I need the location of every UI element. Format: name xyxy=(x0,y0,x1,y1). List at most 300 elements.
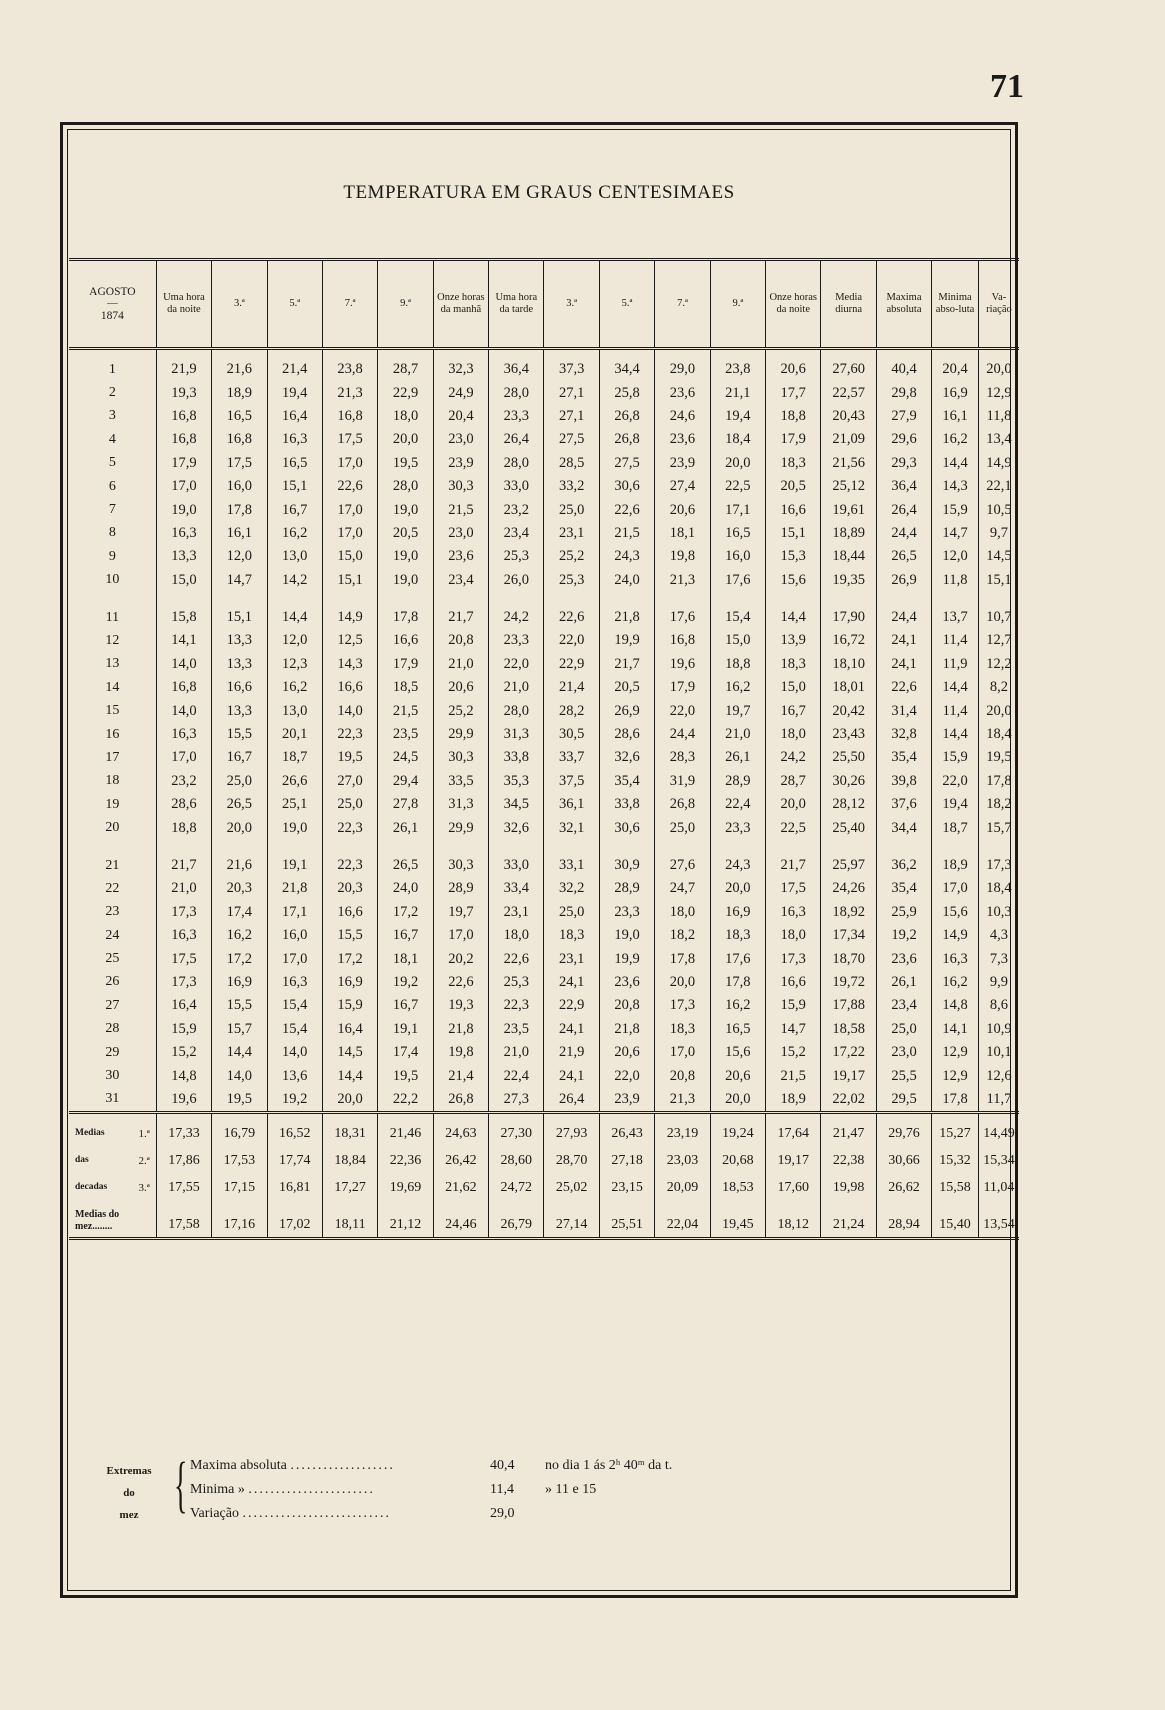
value-cell: 16,3 xyxy=(156,522,211,545)
value-cell: 10,9 xyxy=(978,1018,1019,1041)
value-cell: 18,7 xyxy=(932,816,979,839)
value-cell: 19,5 xyxy=(212,1088,267,1113)
header-cell: 7.ª xyxy=(322,260,377,349)
table-frame xyxy=(60,122,1018,1598)
extreme-dots: ........................... xyxy=(242,1506,391,1521)
value-cell: 19,0 xyxy=(378,569,433,592)
value-cell: 19,0 xyxy=(599,924,654,947)
value-cell: 4,3 xyxy=(978,924,1019,947)
gap-cell xyxy=(655,592,710,606)
value-cell: 17,0 xyxy=(267,947,322,970)
sep-cell xyxy=(876,1113,931,1121)
gap-cell xyxy=(212,592,267,606)
value-cell: 29,4 xyxy=(378,770,433,793)
value-cell: 29,3 xyxy=(876,452,931,475)
value-cell: 18,44 xyxy=(821,545,876,568)
value-cell: 21,6 xyxy=(212,854,267,877)
value-cell: 28,2 xyxy=(544,699,599,722)
table-row xyxy=(69,770,1019,793)
value-cell: 23,4 xyxy=(433,569,488,592)
value-cell: 18,9 xyxy=(212,381,267,404)
value-cell: 13,3 xyxy=(212,653,267,676)
value-cell: 21,0 xyxy=(156,877,211,900)
value-cell: 22,5 xyxy=(710,475,765,498)
value-cell: 10,5 xyxy=(978,498,1019,521)
value-cell: 30,9 xyxy=(599,854,654,877)
value-cell: 24,2 xyxy=(489,606,544,629)
value-cell: 14,0 xyxy=(156,699,211,722)
value-cell: 13,7 xyxy=(932,606,979,629)
day-cell: 14 xyxy=(105,679,120,695)
value-cell: 26,8 xyxy=(655,793,710,816)
value-cell: 8,2 xyxy=(978,676,1019,699)
value-cell: 20,5 xyxy=(766,475,821,498)
value-cell: 37,3 xyxy=(544,349,599,382)
gap-cell xyxy=(932,592,979,606)
value-cell: 19,17 xyxy=(766,1147,821,1174)
value-cell: 21,3 xyxy=(322,381,377,404)
value-cell: 29,76 xyxy=(876,1120,931,1147)
value-cell: 25,0 xyxy=(212,770,267,793)
value-cell: 29,9 xyxy=(433,723,488,746)
value-cell: 21,6 xyxy=(212,349,267,382)
gap-cell xyxy=(267,840,322,854)
day-cell: 6 xyxy=(108,478,116,494)
value-cell: 24,4 xyxy=(655,723,710,746)
value-cell: 16,0 xyxy=(267,924,322,947)
value-cell: 17,3 xyxy=(156,901,211,924)
value-cell: 23,19 xyxy=(655,1120,710,1147)
value-cell: 22,1 xyxy=(978,475,1019,498)
value-cell: 26,62 xyxy=(876,1174,931,1201)
sep-cell xyxy=(378,1239,433,1241)
value-cell: 24,6 xyxy=(655,405,710,428)
value-cell: 22,38 xyxy=(821,1147,876,1174)
day-cell: 31 xyxy=(105,1091,120,1107)
value-cell: 22,6 xyxy=(489,947,544,970)
value-cell: 17,3 xyxy=(156,971,211,994)
value-cell: 17,1 xyxy=(267,901,322,924)
value-cell: 21,4 xyxy=(433,1064,488,1087)
page-number: 71 xyxy=(990,68,1024,105)
value-cell: 20,43 xyxy=(821,405,876,428)
value-cell: 19,24 xyxy=(710,1120,765,1147)
value-cell: 25,3 xyxy=(489,971,544,994)
value-cell: 27,9 xyxy=(876,405,931,428)
day-cell: 15 xyxy=(105,703,120,719)
value-cell: 23,6 xyxy=(433,545,488,568)
value-cell: 21,56 xyxy=(821,452,876,475)
value-cell: 22,9 xyxy=(378,381,433,404)
value-cell: 16,2 xyxy=(932,428,979,451)
value-cell: 20,68 xyxy=(710,1147,765,1174)
day-cell: 1 xyxy=(108,361,116,377)
value-cell: 16,9 xyxy=(322,971,377,994)
table-row xyxy=(69,1064,1019,1087)
sep-cell xyxy=(433,1113,488,1121)
value-cell: 19,9 xyxy=(599,947,654,970)
decade-mean-label xyxy=(69,1174,156,1201)
value-cell: 18,8 xyxy=(710,653,765,676)
value-cell: 17,0 xyxy=(322,522,377,545)
value-cell: 16,8 xyxy=(156,405,211,428)
value-cell: 20,8 xyxy=(433,629,488,652)
value-cell: 19,35 xyxy=(821,569,876,592)
value-cell: 24,1 xyxy=(876,629,931,652)
value-cell: 18,84 xyxy=(322,1147,377,1174)
header-cell: Uma hora da tarde xyxy=(489,260,544,349)
value-cell: 23,0 xyxy=(433,428,488,451)
value-cell: 19,69 xyxy=(378,1174,433,1201)
table-row xyxy=(69,947,1019,970)
value-cell: 33,7 xyxy=(544,746,599,769)
gap-cell xyxy=(710,592,765,606)
sep-cell xyxy=(156,1113,211,1121)
value-cell: 16,9 xyxy=(932,381,979,404)
table-row xyxy=(69,924,1019,947)
value-cell: 16,1 xyxy=(212,522,267,545)
value-cell: 15,9 xyxy=(766,994,821,1017)
value-cell: 18,8 xyxy=(156,816,211,839)
value-cell: 21,0 xyxy=(489,676,544,699)
value-cell: 16,8 xyxy=(156,676,211,699)
value-cell: 16,7 xyxy=(378,924,433,947)
value-cell: 21,1 xyxy=(710,381,765,404)
value-cell: 17,60 xyxy=(766,1174,821,1201)
value-cell: 17,0 xyxy=(156,746,211,769)
value-cell: 35,3 xyxy=(489,770,544,793)
value-cell: 17,8 xyxy=(978,770,1019,793)
decade-mean-label-text: das xyxy=(75,1154,89,1165)
value-cell: 15,4 xyxy=(267,994,322,1017)
value-cell: 16,1 xyxy=(932,405,979,428)
value-cell: 18,9 xyxy=(766,1088,821,1113)
value-cell: 21,7 xyxy=(433,606,488,629)
table-row xyxy=(69,381,1019,404)
value-cell: 26,8 xyxy=(599,405,654,428)
value-cell: 37,5 xyxy=(544,770,599,793)
sep-cell xyxy=(489,1113,544,1121)
value-cell: 30,26 xyxy=(821,770,876,793)
value-cell: 16,7 xyxy=(212,746,267,769)
value-cell: 22,6 xyxy=(599,498,654,521)
value-cell: 33,5 xyxy=(433,770,488,793)
day-cell: 16 xyxy=(105,726,120,742)
sep-cell xyxy=(599,1113,654,1121)
value-cell: 17,6 xyxy=(710,947,765,970)
value-cell: 19,0 xyxy=(378,498,433,521)
day-cell: 20 xyxy=(105,820,120,836)
value-cell: 17,0 xyxy=(433,924,488,947)
table-row xyxy=(69,901,1019,924)
value-cell: 33,4 xyxy=(489,877,544,900)
value-cell: 28,9 xyxy=(710,770,765,793)
value-cell: 15,1 xyxy=(267,475,322,498)
gap-cell xyxy=(433,592,488,606)
value-cell: 11,8 xyxy=(978,405,1019,428)
day-cell: 4 xyxy=(108,431,116,447)
value-cell: 33,2 xyxy=(544,475,599,498)
value-cell: 14,3 xyxy=(322,653,377,676)
value-cell: 15,6 xyxy=(932,901,979,924)
value-cell: 28,0 xyxy=(489,452,544,475)
value-cell: 23,0 xyxy=(876,1041,931,1064)
value-cell: 16,8 xyxy=(655,629,710,652)
header-cell: Va-riação xyxy=(978,260,1019,349)
value-cell: 22,6 xyxy=(544,606,599,629)
header-month: AGOSTO xyxy=(89,286,136,298)
extremes-brace: { xyxy=(174,1451,188,1519)
value-cell: 19,0 xyxy=(156,498,211,521)
value-cell: 32,1 xyxy=(544,816,599,839)
day-cell: 12 xyxy=(105,632,120,648)
value-cell: 15,1 xyxy=(766,522,821,545)
value-cell: 19,4 xyxy=(932,793,979,816)
sep-cell xyxy=(599,1239,654,1241)
value-cell: 21,0 xyxy=(710,723,765,746)
sep-cell xyxy=(489,1239,544,1241)
value-cell: 20,0 xyxy=(322,1088,377,1113)
value-cell: 10,7 xyxy=(978,606,1019,629)
value-cell: 18,10 xyxy=(821,653,876,676)
value-cell: 11,4 xyxy=(932,629,979,652)
value-cell: 21,5 xyxy=(378,699,433,722)
bottom-separator xyxy=(69,1239,1019,1241)
value-cell: 21,24 xyxy=(821,1201,876,1239)
value-cell: 31,3 xyxy=(433,793,488,816)
value-cell: 16,6 xyxy=(322,676,377,699)
value-cell: 21,0 xyxy=(433,653,488,676)
value-cell: 16,2 xyxy=(932,971,979,994)
value-cell: 16,8 xyxy=(156,428,211,451)
value-cell: 22,6 xyxy=(322,475,377,498)
gap-cell xyxy=(433,840,488,854)
value-cell: 32,2 xyxy=(544,877,599,900)
value-cell: 24,3 xyxy=(599,545,654,568)
value-cell: 15,34 xyxy=(978,1147,1019,1174)
value-cell: 24,0 xyxy=(378,877,433,900)
value-cell: 22,3 xyxy=(322,723,377,746)
table-row xyxy=(69,676,1019,699)
table-row xyxy=(69,699,1019,722)
day-cell: 3 xyxy=(108,408,116,424)
value-cell: 16,3 xyxy=(766,901,821,924)
value-cell: 30,3 xyxy=(433,746,488,769)
sep-cell xyxy=(710,1113,765,1121)
value-cell: 14,1 xyxy=(932,1018,979,1041)
header-dash: — xyxy=(107,298,118,309)
day-cell: 28 xyxy=(105,1021,120,1037)
value-cell: 32,3 xyxy=(433,349,488,382)
table-row xyxy=(69,1088,1019,1113)
value-cell: 20,0 xyxy=(212,816,267,839)
gap-cell xyxy=(766,840,821,854)
value-cell: 23,15 xyxy=(599,1174,654,1201)
value-cell: 12,0 xyxy=(932,545,979,568)
value-cell: 25,0 xyxy=(544,498,599,521)
value-cell: 18,8 xyxy=(766,405,821,428)
value-cell: 22,9 xyxy=(544,653,599,676)
value-cell: 19,0 xyxy=(267,816,322,839)
value-cell: 17,9 xyxy=(766,428,821,451)
value-cell: 14,0 xyxy=(267,1041,322,1064)
table-row xyxy=(69,1018,1019,1041)
gap-cell xyxy=(821,592,876,606)
value-cell: 18,11 xyxy=(322,1201,377,1239)
value-cell: 20,2 xyxy=(433,947,488,970)
value-cell: 17,4 xyxy=(212,901,267,924)
value-cell: 17,9 xyxy=(655,676,710,699)
day-cell: 11 xyxy=(105,609,120,625)
value-cell: 28,60 xyxy=(489,1147,544,1174)
value-cell: 28,0 xyxy=(378,475,433,498)
value-cell: 14,4 xyxy=(766,606,821,629)
gap-cell xyxy=(599,592,654,606)
value-cell: 21,3 xyxy=(655,569,710,592)
value-cell: 17,7 xyxy=(766,381,821,404)
day-cell: 10 xyxy=(105,572,120,588)
value-cell: 25,51 xyxy=(599,1201,654,1239)
value-cell: 16,7 xyxy=(267,498,322,521)
value-cell: 12,2 xyxy=(978,653,1019,676)
value-cell: 14,8 xyxy=(156,1064,211,1087)
value-cell: 24,63 xyxy=(433,1120,488,1147)
value-cell: 14,3 xyxy=(932,475,979,498)
gap-cell xyxy=(599,840,654,854)
value-cell: 20,3 xyxy=(322,877,377,900)
table-row xyxy=(69,498,1019,521)
value-cell: 23,0 xyxy=(433,522,488,545)
value-cell: 15,1 xyxy=(978,569,1019,592)
value-cell: 19,5 xyxy=(378,452,433,475)
value-cell: 25,3 xyxy=(544,569,599,592)
value-cell: 32,6 xyxy=(599,746,654,769)
value-cell: 27,14 xyxy=(544,1201,599,1239)
value-cell: 15,1 xyxy=(322,569,377,592)
value-cell: 16,72 xyxy=(821,629,876,652)
value-cell: 12,3 xyxy=(267,653,322,676)
value-cell: 26,6 xyxy=(267,770,322,793)
month-mean-row xyxy=(69,1201,1019,1239)
value-cell: 24,7 xyxy=(655,877,710,900)
extreme-value: 29,0 xyxy=(490,1506,515,1521)
value-cell: 21,12 xyxy=(378,1201,433,1239)
value-cell: 15,2 xyxy=(766,1041,821,1064)
value-cell: 28,0 xyxy=(489,699,544,722)
value-cell: 16,6 xyxy=(212,676,267,699)
table-row xyxy=(69,746,1019,769)
table-row xyxy=(69,629,1019,652)
value-cell: 23,2 xyxy=(156,770,211,793)
value-cell: 20,6 xyxy=(710,1064,765,1087)
sep-cell xyxy=(655,1239,710,1241)
day-cell: 29 xyxy=(105,1044,120,1060)
value-cell: 17,34 xyxy=(821,924,876,947)
gap-cell xyxy=(978,592,1019,606)
value-cell: 16,52 xyxy=(267,1120,322,1147)
sep-cell xyxy=(322,1113,377,1121)
value-cell: 23,4 xyxy=(876,994,931,1017)
value-cell: 24,2 xyxy=(766,746,821,769)
value-cell: 20,3 xyxy=(212,877,267,900)
value-cell: 19,8 xyxy=(433,1041,488,1064)
value-cell: 20,0 xyxy=(978,699,1019,722)
value-cell: 22,2 xyxy=(378,1088,433,1113)
value-cell: 27,30 xyxy=(489,1120,544,1147)
header-cell: Minima abso-luta xyxy=(932,260,979,349)
table-row xyxy=(69,606,1019,629)
value-cell: 15,0 xyxy=(156,569,211,592)
value-cell: 14,1 xyxy=(156,629,211,652)
value-cell: 17,90 xyxy=(821,606,876,629)
header-cell: 5.ª xyxy=(267,260,322,349)
decade-gap xyxy=(69,592,1019,606)
value-cell: 13,54 xyxy=(978,1201,1019,1239)
gap-cell xyxy=(710,840,765,854)
header-cell: 5.ª xyxy=(599,260,654,349)
gap-cell xyxy=(156,592,211,606)
value-cell: 27,6 xyxy=(655,854,710,877)
day-cell: 21 xyxy=(105,857,120,873)
value-cell: 17,9 xyxy=(378,653,433,676)
extreme-note: no dia 1 ás 2ʰ 40ᵐ da t. xyxy=(545,1458,673,1473)
gap-cell xyxy=(267,592,322,606)
value-cell: 25,8 xyxy=(599,381,654,404)
table-frame-inner xyxy=(67,129,1015,1591)
value-cell: 11,4 xyxy=(932,699,979,722)
value-cell: 17,64 xyxy=(766,1120,821,1147)
value-cell: 20,6 xyxy=(433,676,488,699)
day-cell: 5 xyxy=(108,455,116,471)
value-cell: 18,4 xyxy=(710,428,765,451)
value-cell: 21,5 xyxy=(766,1064,821,1087)
value-cell: 17,86 xyxy=(156,1147,211,1174)
value-cell: 23,9 xyxy=(655,452,710,475)
value-cell: 20,0 xyxy=(766,793,821,816)
value-cell: 17,8 xyxy=(655,947,710,970)
value-cell: 10,3 xyxy=(978,901,1019,924)
extreme-name xyxy=(190,1506,480,1522)
decade-mean-row xyxy=(69,1120,1019,1147)
table-row xyxy=(69,994,1019,1017)
value-cell: 24,1 xyxy=(876,653,931,676)
gap-cell xyxy=(876,592,931,606)
value-cell: 15,4 xyxy=(267,1018,322,1041)
table-row xyxy=(69,723,1019,746)
value-cell: 22,9 xyxy=(544,994,599,1017)
value-cell: 23,8 xyxy=(710,349,765,382)
value-cell: 19,6 xyxy=(156,1088,211,1113)
value-cell: 26,42 xyxy=(433,1147,488,1174)
value-cell: 17,0 xyxy=(932,877,979,900)
value-cell: 22,4 xyxy=(710,793,765,816)
value-cell: 23,03 xyxy=(655,1147,710,1174)
value-cell: 17,5 xyxy=(212,452,267,475)
extreme-value: 40,4 xyxy=(490,1458,515,1473)
value-cell: 16,79 xyxy=(212,1120,267,1147)
value-cell: 19,2 xyxy=(876,924,931,947)
decade-mean-row xyxy=(69,1147,1019,1174)
value-cell: 21,47 xyxy=(821,1120,876,1147)
sep-cell xyxy=(876,1239,931,1241)
sep-cell xyxy=(267,1239,322,1241)
value-cell: 19,7 xyxy=(710,699,765,722)
value-cell: 14,7 xyxy=(212,569,267,592)
header-cell: 3.ª xyxy=(544,260,599,349)
value-cell: 16,5 xyxy=(267,452,322,475)
value-cell: 18,2 xyxy=(978,793,1019,816)
gap-cell xyxy=(489,592,544,606)
